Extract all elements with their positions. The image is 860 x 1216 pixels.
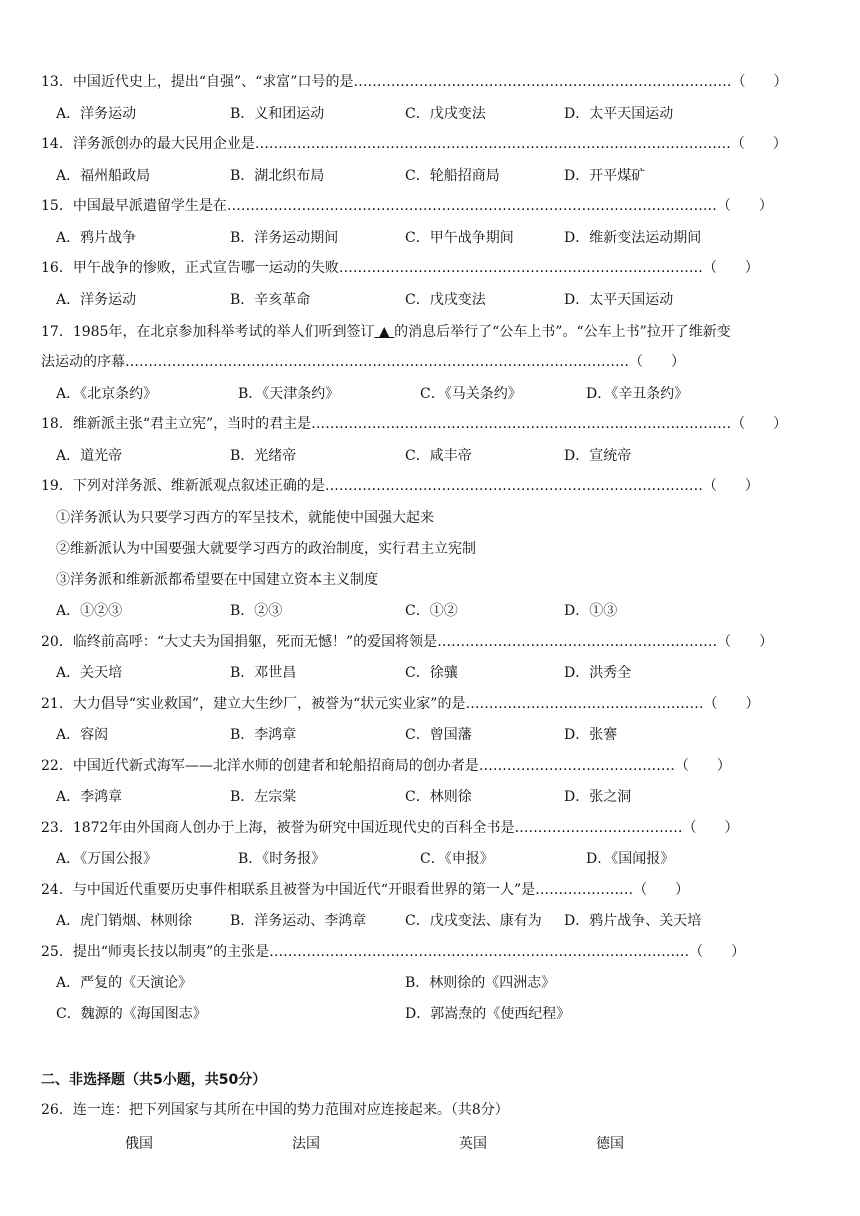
question-18: 18．维新派主张“君主立宪”，当时的君主是………………………………………………………………………………（ ） <box>41 416 788 432</box>
q14-option-b: B．湖北织布局 <box>230 168 325 184</box>
q25-option-c: C．魏源的《海国图志》 <box>56 1006 207 1022</box>
q16-option-a: A．洋务运动 <box>56 292 137 308</box>
q24-option-c: C．戊戌变法、康有为 <box>405 913 542 929</box>
question-20: 20．临终前高呼：“大丈夫为国捐躯，死而无憾！”的爱国将领是……………………………………………………（ ） <box>41 634 774 650</box>
q19-statement-3: ③洋务派和维新派都希望要在中国建立资本主义制度 <box>56 572 378 588</box>
q20-option-c: C．徐骧 <box>405 665 458 681</box>
q21-option-c: C．曾国藩 <box>405 727 472 743</box>
question-24: 24．与中国近代重要历史事件相联系且被誉为中国近代“开眼看世界的第一人”是…………………（ ） <box>41 882 690 898</box>
q13-option-a: A．洋务运动 <box>56 106 137 122</box>
q16-option-b: B．辛亥革命 <box>230 292 311 308</box>
country-germany: 德国 <box>596 1136 624 1152</box>
q19-statement-1: ①洋务派认为只要学习西方的军呈技术，就能使中国强大起来 <box>56 510 434 526</box>
q17-option-d: D．《辛丑条约》 <box>586 386 689 402</box>
q24-option-a: A．虎门销烟、林则徐 <box>56 913 193 929</box>
question-22: 22．中国近代新式海军——北洋水师的创建者和轮船招商局的创办者是……………………………………（ ） <box>41 758 731 774</box>
q20-option-d: D．洪秀全 <box>564 665 632 681</box>
q19-option-d: D．①③ <box>564 603 618 619</box>
question-14: 14．洋务派创办的最大民用企业是…………………………………………………………………………………………（ ） <box>41 136 787 152</box>
q23-option-b: B．《时务报》 <box>238 851 326 867</box>
country-france: 法国 <box>292 1136 320 1152</box>
blank-triangle-icon: ▲ <box>378 324 390 340</box>
q17-option-a: A．《北京条约》 <box>56 386 158 402</box>
country-britain: 英国 <box>459 1136 487 1152</box>
question-17-line-2: 法运动的序幕………………………………………………………………………………………………（ ） <box>41 354 685 370</box>
q17-option-c: C．《马关条约》 <box>420 386 522 402</box>
q21-option-a: A．容闳 <box>56 727 109 743</box>
q21-option-d: D．张謇 <box>564 727 618 743</box>
q17-option-b: B．《天津条约》 <box>238 386 340 402</box>
q24-option-b: B．洋务运动、李鸿章 <box>230 913 367 929</box>
q15-option-b: B．洋务运动期间 <box>230 230 339 246</box>
question-13: 13．中国近代史上，提出“自强”、“求富”口号的是………………………………………………………………………（ ） <box>41 74 788 90</box>
q25-option-d: D．郭嵩焘的《使西纪程》 <box>405 1006 571 1022</box>
question-23: 23．1872年由外国商人创办于上海，被誉为研究中国近现代史的百科全书是………………………………（ ） <box>41 820 739 836</box>
q18-option-b: B．光绪帝 <box>230 448 297 464</box>
q22-option-a: A．李鸿章 <box>56 789 123 805</box>
q22-option-c: C．林则徐 <box>405 789 472 805</box>
q23-option-c: C．《申报》 <box>420 851 494 867</box>
q16-option-d: D．太平天国运动 <box>564 292 674 308</box>
q13-option-c: C．戊戌变法 <box>405 106 486 122</box>
q18-option-d: D．宣统帝 <box>564 448 632 464</box>
q19-option-a: A．①②③ <box>56 603 123 619</box>
question-15: 15．中国最早派遣留学生是在……………………………………………………………………………………………（ ） <box>41 198 773 214</box>
q19-option-b: B．②③ <box>230 603 283 619</box>
q20-option-b: B．邓世昌 <box>230 665 297 681</box>
q15-option-d: D．维新变法运动期间 <box>564 230 702 246</box>
q19-option-c: C．①② <box>405 603 458 619</box>
country-russia: 俄国 <box>125 1136 153 1152</box>
q25-option-b: B．林则徐的《四洲志》 <box>405 975 556 991</box>
q14-option-d: D．开平煤矿 <box>564 168 646 184</box>
question-17-part-2: 的消息后举行了“公车上书”。“公车上书”拉开了维新变 <box>394 324 731 340</box>
question-21: 21．大力倡导“实业救国”，建立大生纱厂，被誉为“状元实业家”的是……………………………………………（ ） <box>41 696 760 712</box>
question-25: 25．提出“师夷长技以制夷”的主张是………………………………………………………………………………（ ） <box>41 944 746 960</box>
question-17-part-1: 17．1985年，在北京参加科举考试的举人们听到签订 <box>41 324 375 340</box>
q22-option-b: B．左宗棠 <box>230 789 297 805</box>
q19-statement-2: ②维新派认为中国要强大就要学习西方的政治制度，实行君主立宪制 <box>56 541 476 557</box>
question-26: 26．连一连：把下列国家与其所在中国的势力范围对应连接起来。（共8分） <box>41 1102 509 1118</box>
q18-option-a: A．道光帝 <box>56 448 123 464</box>
question-17-line-1 <box>41 322 731 342</box>
q23-option-d: D．《国闻报》 <box>586 851 675 867</box>
q13-option-b: B．义和团运动 <box>230 106 325 122</box>
question-16: 16．甲午战争的惨败，正式宣告哪一运动的失败……………………………………………………………………（ ） <box>41 260 759 276</box>
q14-option-c: C．轮船招商局 <box>405 168 500 184</box>
question-19: 19．下列对洋务派、维新派观点叙述正确的是………………………………………………………………………（ ） <box>41 478 759 494</box>
q13-option-d: D．太平天国运动 <box>564 106 674 122</box>
q21-option-b: B．李鸿章 <box>230 727 297 743</box>
q14-option-a: A．福州船政局 <box>56 168 151 184</box>
q18-option-c: C．咸丰帝 <box>405 448 472 464</box>
q20-option-a: A．关天培 <box>56 665 123 681</box>
q23-option-a: A．《万国公报》 <box>56 851 158 867</box>
q24-option-d: D．鸦片战争、关天培 <box>564 913 702 929</box>
q16-option-c: C．戊戌变法 <box>405 292 486 308</box>
section-2-title: 二、非选择题（共5小题，共50分） <box>41 1072 267 1088</box>
q25-option-a: A．严复的《天演论》 <box>56 975 193 991</box>
q15-option-a: A．鸦片战争 <box>56 230 137 246</box>
q15-option-c: C．甲午战争期间 <box>405 230 514 246</box>
q22-option-d: D．张之洞 <box>564 789 632 805</box>
